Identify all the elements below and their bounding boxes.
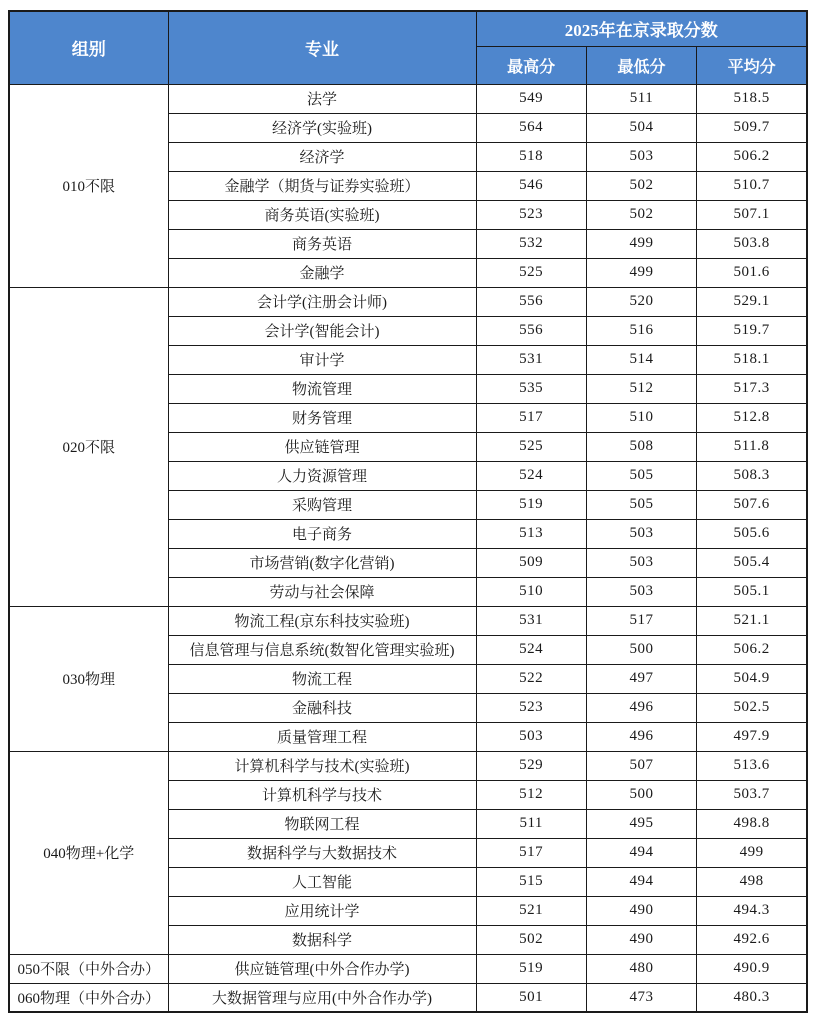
column-header-group: 组别 [9, 11, 168, 84]
min-score-cell: 496 [586, 722, 696, 751]
min-score-cell: 499 [586, 229, 696, 258]
max-score-cell: 556 [476, 316, 586, 345]
min-score-cell: 507 [586, 751, 696, 780]
min-score-cell: 514 [586, 345, 696, 374]
avg-score-cell: 503.7 [697, 780, 807, 809]
min-score-cell: 508 [586, 432, 696, 461]
avg-score-cell: 511.8 [697, 432, 807, 461]
max-score-cell: 510 [476, 577, 586, 606]
group-cell-030: 030物理 [9, 606, 168, 751]
max-score-cell: 515 [476, 867, 586, 896]
max-score-cell: 502 [476, 925, 586, 954]
group-cell-060: 060物理（中外合办） [9, 983, 168, 1012]
avg-score-cell: 507.6 [697, 490, 807, 519]
avg-score-cell: 509.7 [697, 113, 807, 142]
major-cell: 金融学 [168, 258, 476, 287]
min-score-cell: 505 [586, 490, 696, 519]
avg-score-cell: 517.3 [697, 374, 807, 403]
max-score-cell: 532 [476, 229, 586, 258]
major-cell: 市场营销(数字化营销) [168, 548, 476, 577]
avg-score-cell: 506.2 [697, 635, 807, 664]
table-header [9, 11, 807, 84]
min-score-cell: 500 [586, 635, 696, 664]
max-score-cell: 513 [476, 519, 586, 548]
min-score-cell: 473 [586, 983, 696, 1012]
avg-score-cell: 505.4 [697, 548, 807, 577]
min-score-cell: 499 [586, 258, 696, 287]
max-score-cell: 535 [476, 374, 586, 403]
max-score-cell: 531 [476, 345, 586, 374]
major-cell: 供应链管理 [168, 432, 476, 461]
header-row-top [9, 11, 807, 46]
max-score-cell: 523 [476, 693, 586, 722]
min-score-cell: 502 [586, 171, 696, 200]
major-cell: 会计学(注册会计师) [168, 287, 476, 316]
avg-score-cell: 502.5 [697, 693, 807, 722]
max-score-cell: 529 [476, 751, 586, 780]
avg-score-cell: 498.8 [697, 809, 807, 838]
major-cell: 信息管理与信息系统(数智化管理实验班) [168, 635, 476, 664]
avg-score-cell: 490.9 [697, 954, 807, 983]
table-row [9, 751, 807, 780]
table-row [9, 287, 807, 316]
avg-score-cell: 510.7 [697, 171, 807, 200]
avg-score-cell: 519.7 [697, 316, 807, 345]
admission-scores-table-wrap [8, 10, 806, 1013]
major-cell: 劳动与社会保障 [168, 577, 476, 606]
min-score-cell: 511 [586, 84, 696, 113]
major-cell: 金融学（期货与证券实验班） [168, 171, 476, 200]
avg-score-cell: 521.1 [697, 606, 807, 635]
major-cell: 应用统计学 [168, 896, 476, 925]
max-score-cell: 501 [476, 983, 586, 1012]
min-score-cell: 503 [586, 577, 696, 606]
min-score-cell: 517 [586, 606, 696, 635]
avg-score-cell: 512.8 [697, 403, 807, 432]
min-score-cell: 520 [586, 287, 696, 316]
avg-score-cell: 529.1 [697, 287, 807, 316]
min-score-cell: 503 [586, 548, 696, 577]
avg-score-cell: 492.6 [697, 925, 807, 954]
min-score-cell: 490 [586, 896, 696, 925]
major-cell: 数据科学与大数据技术 [168, 838, 476, 867]
table-row [9, 84, 807, 113]
min-score-cell: 510 [586, 403, 696, 432]
major-cell: 质量管理工程 [168, 722, 476, 751]
max-score-cell: 509 [476, 548, 586, 577]
max-score-cell: 556 [476, 287, 586, 316]
max-score-cell: 517 [476, 403, 586, 432]
avg-score-cell: 494.3 [697, 896, 807, 925]
min-score-cell: 502 [586, 200, 696, 229]
max-score-cell: 511 [476, 809, 586, 838]
major-cell: 物联网工程 [168, 809, 476, 838]
avg-score-cell: 480.3 [697, 983, 807, 1012]
min-score-cell: 480 [586, 954, 696, 983]
admission-scores-table [8, 10, 808, 1013]
avg-score-cell: 501.6 [697, 258, 807, 287]
max-score-cell: 521 [476, 896, 586, 925]
min-score-cell: 503 [586, 142, 696, 171]
max-score-cell: 531 [476, 606, 586, 635]
column-header-scores: 2025年在京录取分数 [476, 11, 807, 46]
min-score-cell: 494 [586, 867, 696, 896]
major-cell: 审计学 [168, 345, 476, 374]
avg-score-cell: 506.2 [697, 142, 807, 171]
major-cell: 经济学(实验班) [168, 113, 476, 142]
max-score-cell: 519 [476, 490, 586, 519]
major-cell: 物流工程 [168, 664, 476, 693]
avg-score-cell: 507.1 [697, 200, 807, 229]
major-cell: 人力资源管理 [168, 461, 476, 490]
column-header-avg: 平均分 [697, 46, 807, 84]
group-cell-020: 020不限 [9, 287, 168, 606]
avg-score-cell: 518.1 [697, 345, 807, 374]
max-score-cell: 524 [476, 635, 586, 664]
major-cell: 数据科学 [168, 925, 476, 954]
max-score-cell: 564 [476, 113, 586, 142]
major-cell: 商务英语 [168, 229, 476, 258]
min-score-cell: 497 [586, 664, 696, 693]
group-cell-050: 050不限（中外合办） [9, 954, 168, 983]
min-score-cell: 504 [586, 113, 696, 142]
max-score-cell: 512 [476, 780, 586, 809]
group-cell-040: 040物理+化学 [9, 751, 168, 954]
column-header-major: 专业 [168, 11, 476, 84]
max-score-cell: 503 [476, 722, 586, 751]
major-cell: 商务英语(实验班) [168, 200, 476, 229]
major-cell: 物流管理 [168, 374, 476, 403]
avg-score-cell: 497.9 [697, 722, 807, 751]
major-cell: 物流工程(京东科技实验班) [168, 606, 476, 635]
max-score-cell: 525 [476, 258, 586, 287]
min-score-cell: 516 [586, 316, 696, 345]
column-header-max: 最高分 [476, 46, 586, 84]
max-score-cell: 523 [476, 200, 586, 229]
min-score-cell: 503 [586, 519, 696, 548]
avg-score-cell: 518.5 [697, 84, 807, 113]
avg-score-cell: 503.8 [697, 229, 807, 258]
major-cell: 法学 [168, 84, 476, 113]
major-cell: 电子商务 [168, 519, 476, 548]
min-score-cell: 512 [586, 374, 696, 403]
major-cell: 经济学 [168, 142, 476, 171]
avg-score-cell: 505.1 [697, 577, 807, 606]
min-score-cell: 500 [586, 780, 696, 809]
major-cell: 供应链管理(中外合作办学) [168, 954, 476, 983]
min-score-cell: 505 [586, 461, 696, 490]
avg-score-cell: 513.6 [697, 751, 807, 780]
min-score-cell: 494 [586, 838, 696, 867]
major-cell: 金融科技 [168, 693, 476, 722]
major-cell: 会计学(智能会计) [168, 316, 476, 345]
max-score-cell: 517 [476, 838, 586, 867]
avg-score-cell: 499 [697, 838, 807, 867]
table-row [9, 954, 807, 983]
group-cell-010: 010不限 [9, 84, 168, 287]
max-score-cell: 522 [476, 664, 586, 693]
max-score-cell: 519 [476, 954, 586, 983]
max-score-cell: 546 [476, 171, 586, 200]
min-score-cell: 490 [586, 925, 696, 954]
avg-score-cell: 504.9 [697, 664, 807, 693]
table-body [9, 84, 807, 1012]
table-row [9, 606, 807, 635]
min-score-cell: 496 [586, 693, 696, 722]
column-header-min: 最低分 [586, 46, 696, 84]
major-cell: 计算机科学与技术 [168, 780, 476, 809]
min-score-cell: 495 [586, 809, 696, 838]
max-score-cell: 524 [476, 461, 586, 490]
major-cell: 采购管理 [168, 490, 476, 519]
max-score-cell: 525 [476, 432, 586, 461]
max-score-cell: 549 [476, 84, 586, 113]
major-cell: 大数据管理与应用(中外合作办学) [168, 983, 476, 1012]
major-cell: 财务管理 [168, 403, 476, 432]
table-row [9, 983, 807, 1012]
major-cell: 人工智能 [168, 867, 476, 896]
max-score-cell: 518 [476, 142, 586, 171]
major-cell: 计算机科学与技术(实验班) [168, 751, 476, 780]
avg-score-cell: 508.3 [697, 461, 807, 490]
avg-score-cell: 505.6 [697, 519, 807, 548]
avg-score-cell: 498 [697, 867, 807, 896]
